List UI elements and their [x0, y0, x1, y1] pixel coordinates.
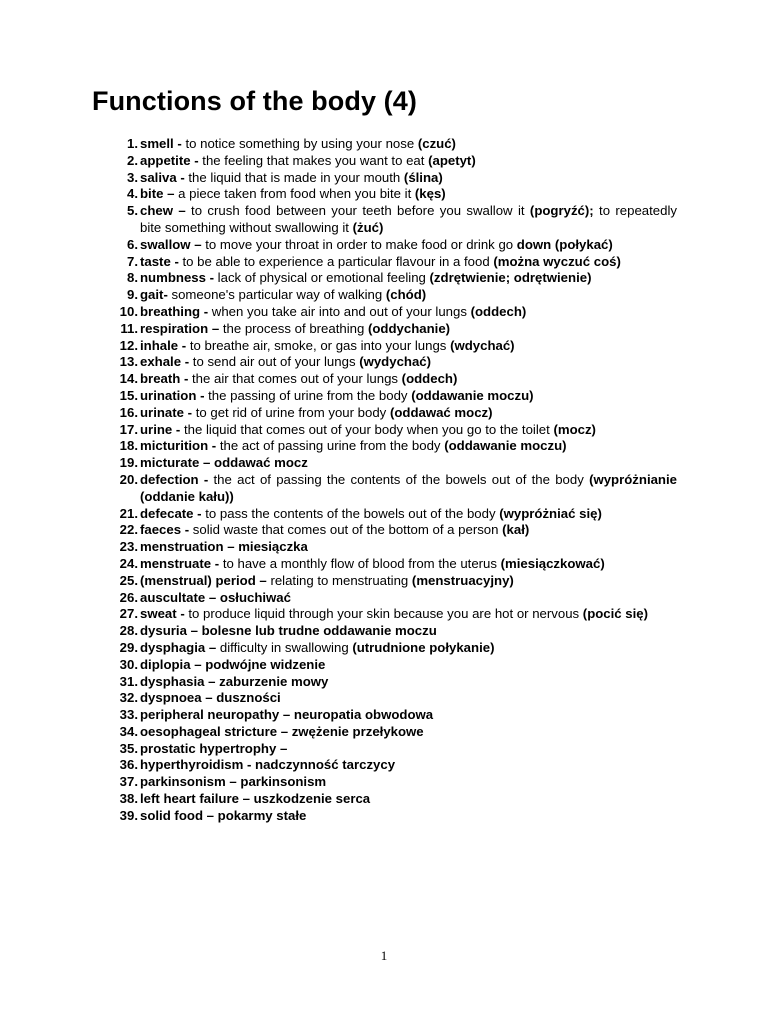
list-item	[90, 791, 677, 808]
item-text	[140, 438, 677, 455]
item-definition: to crush food between your teeth before you swallow it	[185, 203, 530, 219]
item-term: exhale -	[140, 354, 190, 370]
item-number: 25.	[119, 572, 138, 588]
item-number: 3.	[127, 169, 138, 185]
item-text	[140, 136, 677, 153]
item-number: 16.	[119, 404, 138, 420]
item-definition: solid waste that comes out of the bottom of a person	[189, 522, 503, 538]
list-item	[90, 623, 677, 640]
item-number: 18.	[119, 438, 138, 454]
item-number: 20.	[119, 471, 138, 487]
list-item	[90, 270, 677, 287]
item-number: 26.	[119, 589, 138, 605]
list-item	[90, 338, 677, 355]
item-number: 33.	[119, 707, 138, 723]
item-term: chew –	[140, 203, 186, 219]
list-item	[90, 405, 677, 422]
item-term: parkinsonism – parkinsonism	[140, 774, 327, 790]
item-term: peripheral neuropathy – neuropatia obwodowa	[140, 707, 434, 723]
item-text	[140, 287, 677, 304]
item-text	[140, 724, 677, 741]
item-number: 13.	[119, 354, 138, 370]
item-text	[140, 590, 677, 607]
page-title: Functions of the body (4)	[92, 86, 417, 116]
item-text	[140, 237, 677, 254]
item-term: taste -	[140, 253, 179, 269]
item-translation: (oddychanie)	[367, 320, 451, 336]
item-number: 12.	[119, 337, 138, 353]
item-text	[140, 170, 677, 187]
list-item	[90, 539, 677, 556]
item-definition: lack of physical or emotional feeling	[214, 270, 430, 286]
item-term: oesophageal stricture – zwężenie przełykowe	[140, 723, 424, 739]
item-number: 11.	[120, 320, 138, 336]
item-text	[140, 304, 677, 321]
item-term: bite –	[140, 186, 175, 202]
item-definition-extra: to repeatedly bite something without swallowing it	[140, 203, 677, 235]
list-item	[90, 422, 677, 439]
list-item	[90, 757, 677, 774]
item-text	[140, 321, 677, 338]
list-item	[90, 455, 677, 472]
item-text	[140, 422, 677, 439]
item-text	[140, 153, 677, 170]
item-text	[140, 707, 677, 724]
item-number: 39.	[119, 807, 138, 823]
item-definition: to notice something by using your nose	[181, 136, 418, 151]
item-definition: to be able to experience a particular flavour in a food	[178, 253, 494, 269]
item-translation: (apetyt)	[428, 152, 476, 168]
item-definition: to pass the contents of the bowels out of the body	[201, 505, 500, 521]
list-item	[90, 556, 677, 573]
item-term: prostatic hypertrophy –	[140, 740, 288, 756]
item-term: gait-	[140, 287, 168, 303]
item-translation: (kęs)	[414, 186, 446, 202]
item-number: 21.	[119, 505, 138, 521]
item-number: 28.	[119, 623, 138, 639]
item-term: appetite -	[140, 152, 199, 168]
item-translation: (ślina)	[403, 169, 443, 185]
item-text	[140, 741, 677, 758]
item-text	[140, 674, 677, 691]
item-text	[140, 203, 677, 237]
item-number: 22.	[119, 522, 138, 538]
item-text	[140, 757, 677, 774]
item-term: diplopia – podwójne widzenie	[140, 656, 326, 672]
item-text	[140, 808, 677, 825]
list-item	[90, 774, 677, 791]
item-term: dysphagia –	[140, 639, 217, 655]
list-item	[90, 321, 677, 338]
item-translation: (oddawanie moczu)	[411, 387, 534, 403]
item-term: numbness -	[140, 270, 215, 286]
item-term: respiration –	[140, 320, 220, 336]
item-number: 34.	[119, 723, 138, 739]
item-term: inhale -	[140, 337, 187, 353]
item-definition: the air that comes out of your lungs	[188, 371, 402, 387]
item-translation: (miesiączkować)	[500, 555, 605, 571]
item-number: 31.	[119, 673, 138, 689]
list-item	[90, 186, 677, 203]
item-definition: the liquid that is made in your mouth	[184, 169, 404, 185]
list-item	[90, 506, 677, 523]
list-item	[90, 657, 677, 674]
item-text	[140, 186, 677, 203]
item-number: 14.	[119, 371, 138, 387]
item-text	[140, 556, 677, 573]
list-item	[90, 287, 677, 304]
item-number: 1.	[127, 136, 138, 151]
item-translation: (wypróżnianie (oddanie kału))	[140, 471, 677, 504]
list-item	[90, 438, 677, 455]
item-number: 4.	[127, 186, 138, 202]
item-number: 38.	[119, 791, 138, 807]
item-text	[140, 254, 677, 271]
item-text	[140, 388, 677, 405]
item-term: dyspnoea – duszności	[140, 690, 281, 706]
item-number: 6.	[127, 236, 138, 252]
item-number: 29.	[119, 639, 138, 655]
item-translation: (utrudnione połykanie)	[352, 639, 495, 655]
item-translation: (wypróżniać się)	[499, 505, 602, 521]
item-text	[140, 354, 677, 371]
item-translation: (można wyczuć coś)	[493, 253, 621, 269]
item-definition: the act of passing the contents of the bowels out of the body	[208, 471, 590, 487]
item-number: 19.	[119, 455, 138, 471]
list-item	[90, 371, 677, 388]
item-definition: the passing of urine from the body	[204, 387, 412, 403]
list-item	[90, 153, 677, 170]
list-item	[90, 741, 677, 758]
item-term: menstruation – miesiączka	[140, 539, 308, 555]
item-definition: the feeling that makes you want to eat	[198, 152, 429, 168]
item-number: 2.	[127, 152, 138, 168]
item-term: (menstrual) period –	[140, 572, 267, 588]
list-item	[90, 472, 677, 506]
item-number: 32.	[119, 690, 138, 706]
item-term: urine -	[140, 421, 181, 437]
item-text	[140, 774, 677, 791]
item-definition: the liquid that comes out of your body when you go to the toilet	[180, 421, 554, 437]
item-definition: to send air out of your lungs	[189, 354, 360, 370]
item-definition: to have a monthly flow of blood from the uterus	[219, 555, 501, 571]
item-number: 36.	[119, 757, 138, 773]
page-number: 1	[380, 948, 388, 963]
item-definition: to breathe air, smoke, or gas into your lungs	[186, 337, 451, 353]
item-text	[140, 791, 677, 808]
item-number: 10.	[119, 303, 138, 319]
item-text	[140, 522, 677, 539]
item-definition: to move your throat in order to make food or drink go	[201, 236, 517, 252]
item-term: auscultate – osłuchiwać	[140, 589, 291, 605]
item-term: breath -	[140, 371, 189, 387]
vocabulary-list	[90, 136, 677, 825]
list-item	[90, 354, 677, 371]
item-number: 5.	[127, 203, 138, 219]
item-translation: (oddawanie moczu)	[444, 438, 567, 454]
item-number: 9.	[127, 287, 138, 303]
list-item	[90, 203, 677, 237]
item-definition: a piece taken from food when you bite it	[174, 186, 415, 202]
item-term: solid food – pokarmy stałe	[140, 807, 307, 823]
item-number: 15.	[119, 387, 138, 403]
item-text	[140, 539, 677, 556]
item-definition: someone's particular way of walking	[167, 287, 386, 303]
item-text	[140, 405, 677, 422]
item-text	[140, 338, 677, 355]
item-translation: (zdrętwienie; odrętwienie)	[429, 270, 592, 286]
item-term: micturate – oddawać mocz	[140, 455, 308, 471]
list-item	[90, 674, 677, 691]
item-definition: the process of breathing	[219, 320, 368, 336]
item-translation: (pogryźć);	[529, 203, 594, 219]
item-definition: to get rid of urine from your body	[192, 404, 390, 420]
item-term: dysphasia – zaburzenie mowy	[140, 673, 329, 689]
item-translation-extra: (żuć)	[352, 219, 384, 235]
item-translation: (chód)	[385, 287, 427, 303]
item-number: 37.	[119, 774, 138, 790]
item-definition: difficulty in swallowing	[216, 639, 353, 655]
item-number: 30.	[119, 656, 138, 672]
item-translation: (wydychać)	[359, 354, 432, 370]
list-item	[90, 690, 677, 707]
list-item	[90, 254, 677, 271]
list-item	[90, 522, 677, 539]
item-definition: the act of passing urine from the body	[216, 438, 445, 454]
list-item	[90, 136, 677, 153]
item-number: 23.	[119, 539, 138, 555]
item-text	[140, 606, 677, 623]
item-translation: (oddech)	[401, 371, 458, 387]
item-text	[140, 657, 677, 674]
item-term: breathing -	[140, 303, 209, 319]
item-term: defection -	[140, 471, 209, 487]
item-text	[140, 640, 677, 657]
item-translation: (oddawać mocz)	[389, 404, 493, 420]
item-number: 27.	[119, 606, 138, 622]
item-term: saliva -	[140, 169, 185, 185]
item-number: 35.	[119, 740, 138, 756]
item-text	[140, 472, 677, 506]
list-item	[90, 304, 677, 321]
item-term: micturition -	[140, 438, 217, 454]
item-term: faeces -	[140, 522, 190, 538]
item-number: 7.	[127, 253, 138, 269]
item-term: dysuria – bolesne lub trudne oddawanie moczu	[140, 623, 437, 639]
list-item	[90, 640, 677, 657]
item-term: sweat -	[140, 606, 185, 622]
item-term: swallow –	[140, 236, 202, 252]
item-translation: down (połykać)	[516, 236, 613, 252]
item-term: smell -	[140, 136, 182, 151]
item-term: urinate -	[140, 404, 193, 420]
list-item	[90, 606, 677, 623]
list-item	[90, 573, 677, 590]
item-text	[140, 573, 677, 590]
item-definition: when you take air into and out of your lungs	[208, 303, 471, 319]
list-item	[90, 590, 677, 607]
item-text	[140, 455, 677, 472]
list-item	[90, 170, 677, 187]
item-translation: (menstruacyjny)	[411, 572, 514, 588]
item-term: urination -	[140, 387, 205, 403]
list-item	[90, 808, 677, 825]
item-text	[140, 270, 677, 287]
list-item	[90, 707, 677, 724]
item-term: left heart failure – uszkodzenie serca	[140, 791, 371, 807]
list-item	[90, 388, 677, 405]
item-text	[140, 623, 677, 640]
item-text	[140, 690, 677, 707]
list-item	[90, 237, 677, 254]
item-term: hyperthyroidism - nadczynność tarczycy	[140, 757, 396, 773]
item-definition: relating to menstruating	[266, 572, 412, 588]
item-number: 17.	[119, 421, 138, 437]
item-translation: (oddech)	[470, 303, 527, 319]
item-term: menstruate -	[140, 555, 220, 571]
item-number: 24.	[119, 555, 138, 571]
item-term: defecate -	[140, 505, 202, 521]
item-number: 8.	[127, 270, 138, 286]
item-text	[140, 371, 677, 388]
item-translation: (mocz)	[553, 421, 596, 437]
item-translation: (pocić się)	[582, 606, 649, 622]
item-definition: to produce liquid through your skin because you are hot or nervous	[184, 606, 583, 622]
item-text	[140, 506, 677, 523]
item-translation: (czuć)	[417, 136, 456, 151]
list-item	[90, 724, 677, 741]
item-translation: (wdychać)	[450, 337, 515, 353]
item-translation: (kał)	[502, 522, 530, 538]
